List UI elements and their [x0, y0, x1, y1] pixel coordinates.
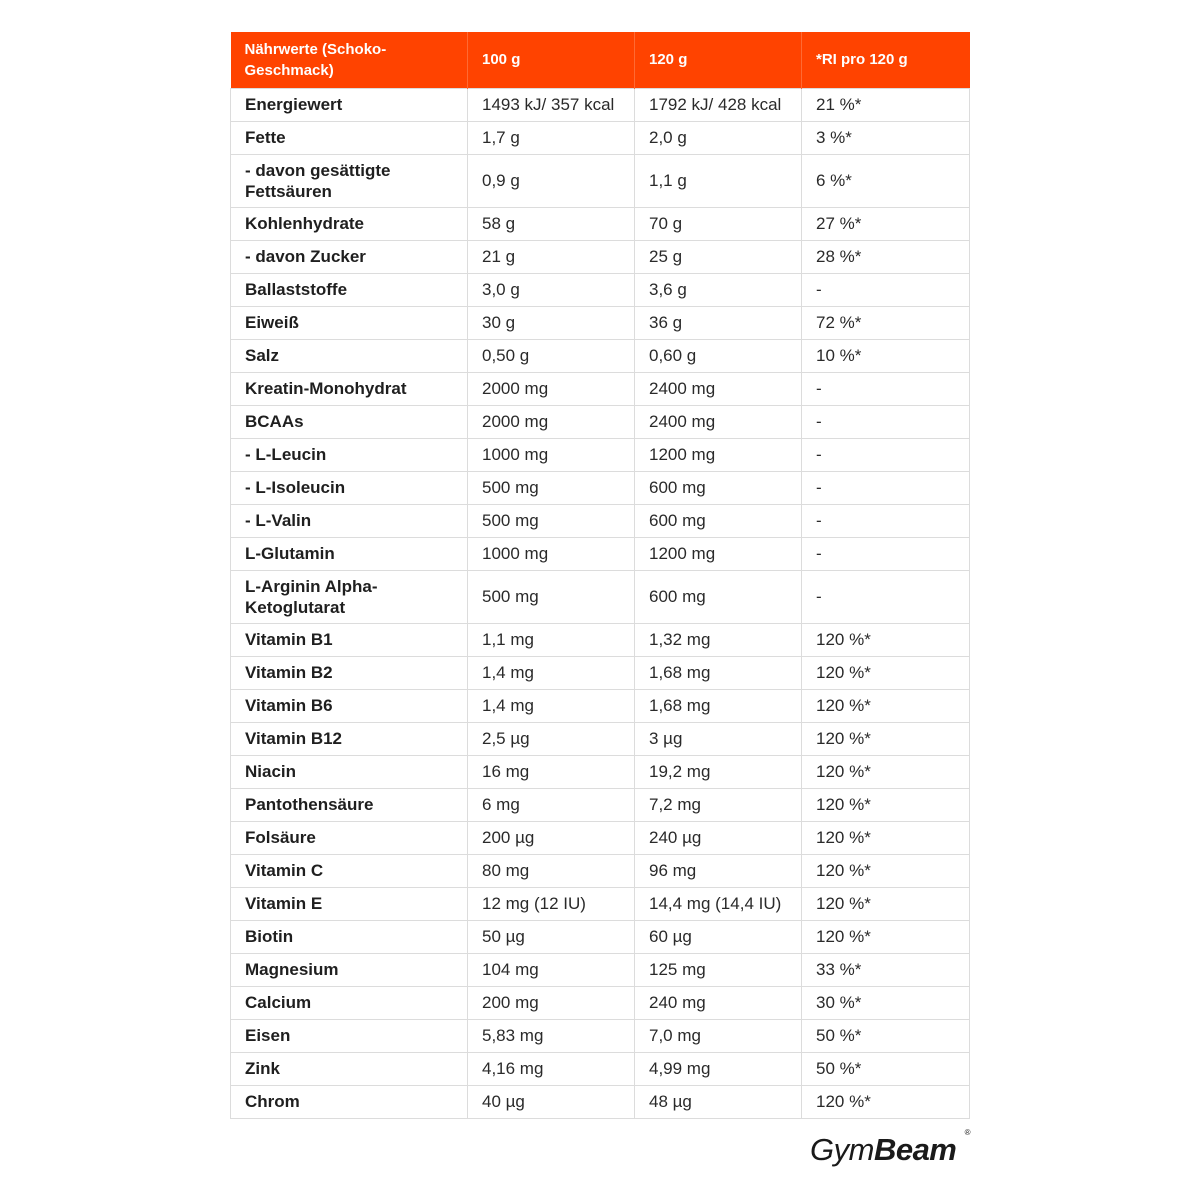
cell-nutrient: - L-Leucin: [231, 438, 468, 471]
cell-per-120g: 1200 mg: [635, 537, 802, 570]
table-row: [231, 1085, 970, 1118]
cell-ri: -: [802, 504, 970, 537]
cell-nutrient: - davon Zucker: [231, 240, 468, 273]
gymbeam-logo: [810, 1130, 970, 1170]
cell-nutrient: Eisen: [231, 1019, 468, 1052]
cell-per-120g: 240 mg: [635, 986, 802, 1019]
cell-per-100g: 500 mg: [468, 471, 635, 504]
cell-nutrient: Folsäure: [231, 821, 468, 854]
cell-per-120g: 600 mg: [635, 471, 802, 504]
cell-ri: 120 %*: [802, 854, 970, 887]
cell-per-100g: 1493 kJ/ 357 kcal: [468, 88, 635, 121]
cell-nutrient: Fette: [231, 121, 468, 154]
table-row: [231, 986, 970, 1019]
cell-per-120g: 1,68 mg: [635, 656, 802, 689]
cell-per-100g: 1000 mg: [468, 438, 635, 471]
cell-per-100g: 200 mg: [468, 986, 635, 1019]
cell-per-120g: 1,32 mg: [635, 623, 802, 656]
table-row: [231, 240, 970, 273]
cell-per-100g: 21 g: [468, 240, 635, 273]
cell-ri: 120 %*: [802, 656, 970, 689]
table-row: [231, 689, 970, 722]
cell-ri: -: [802, 372, 970, 405]
cell-per-120g: 1,1 g: [635, 154, 802, 207]
table-row: [231, 821, 970, 854]
cell-per-120g: 14,4 mg (14,4 IU): [635, 887, 802, 920]
cell-nutrient: Vitamin B2: [231, 656, 468, 689]
cell-nutrient: Pantothensäure: [231, 788, 468, 821]
table-row: [231, 121, 970, 154]
cell-per-100g: 4,16 mg: [468, 1052, 635, 1085]
cell-nutrient: - davon gesättigte Fettsäuren: [231, 154, 468, 207]
cell-nutrient: L-Glutamin: [231, 537, 468, 570]
cell-ri: 120 %*: [802, 755, 970, 788]
cell-per-100g: 2,5 µg: [468, 722, 635, 755]
cell-ri: -: [802, 471, 970, 504]
cell-per-100g: 6 mg: [468, 788, 635, 821]
table-row: [231, 722, 970, 755]
cell-per-100g: 30 g: [468, 306, 635, 339]
cell-per-100g: 0,9 g: [468, 154, 635, 207]
table-row: [231, 504, 970, 537]
registered-mark: ®: [964, 1128, 970, 1137]
cell-nutrient: Salz: [231, 339, 468, 372]
cell-ri: 30 %*: [802, 986, 970, 1019]
cell-ri: 50 %*: [802, 1019, 970, 1052]
cell-per-120g: 96 mg: [635, 854, 802, 887]
cell-per-120g: 25 g: [635, 240, 802, 273]
header-per-100g: 100 g: [468, 32, 635, 88]
table-row: [231, 656, 970, 689]
cell-nutrient: Vitamin C: [231, 854, 468, 887]
cell-nutrient: Vitamin B6: [231, 689, 468, 722]
table-row: [231, 887, 970, 920]
cell-per-100g: 5,83 mg: [468, 1019, 635, 1052]
cell-per-100g: 16 mg: [468, 755, 635, 788]
cell-ri: 10 %*: [802, 339, 970, 372]
cell-per-120g: 1200 mg: [635, 438, 802, 471]
table-row: [231, 953, 970, 986]
cell-nutrient: Kohlenhydrate: [231, 207, 468, 240]
table-row: [231, 372, 970, 405]
cell-ri: 50 %*: [802, 1052, 970, 1085]
table-row: [231, 623, 970, 656]
cell-per-120g: 0,60 g: [635, 339, 802, 372]
cell-per-120g: 2,0 g: [635, 121, 802, 154]
cell-per-100g: 40 µg: [468, 1085, 635, 1118]
cell-per-100g: 50 µg: [468, 920, 635, 953]
table-row: [231, 1052, 970, 1085]
cell-ri: 120 %*: [802, 887, 970, 920]
table-row: [231, 920, 970, 953]
table-row: [231, 339, 970, 372]
cell-nutrient: Chrom: [231, 1085, 468, 1118]
header-nutrient: Nährwerte (Schoko-Geschmack): [231, 32, 468, 88]
cell-per-120g: 240 µg: [635, 821, 802, 854]
cell-per-120g: 7,2 mg: [635, 788, 802, 821]
logo-text-beam: Beam: [873, 1132, 957, 1167]
cell-per-100g: 1,4 mg: [468, 689, 635, 722]
cell-ri: 3 %*: [802, 121, 970, 154]
cell-per-120g: 48 µg: [635, 1085, 802, 1118]
cell-nutrient: Vitamin B1: [231, 623, 468, 656]
table-row: [231, 306, 970, 339]
cell-ri: -: [802, 438, 970, 471]
table-row: [231, 88, 970, 121]
table-row: [231, 755, 970, 788]
cell-nutrient: - L-Isoleucin: [231, 471, 468, 504]
cell-nutrient: Niacin: [231, 755, 468, 788]
cell-per-100g: 200 µg: [468, 821, 635, 854]
cell-per-120g: 7,0 mg: [635, 1019, 802, 1052]
cell-nutrient: Magnesium: [231, 953, 468, 986]
cell-ri: 120 %*: [802, 1085, 970, 1118]
table-row: [231, 788, 970, 821]
cell-per-100g: 500 mg: [468, 570, 635, 623]
cell-ri: 120 %*: [802, 920, 970, 953]
cell-per-120g: 36 g: [635, 306, 802, 339]
table-body: [231, 88, 970, 1118]
cell-per-120g: 60 µg: [635, 920, 802, 953]
table-row: [231, 154, 970, 207]
cell-ri: -: [802, 273, 970, 306]
cell-per-120g: 70 g: [635, 207, 802, 240]
cell-ri: 120 %*: [802, 821, 970, 854]
table-row: [231, 537, 970, 570]
cell-nutrient: Kreatin-Monohydrat: [231, 372, 468, 405]
cell-nutrient: Vitamin B12: [231, 722, 468, 755]
cell-per-120g: 2400 mg: [635, 372, 802, 405]
cell-nutrient: Biotin: [231, 920, 468, 953]
cell-per-100g: 0,50 g: [468, 339, 635, 372]
cell-nutrient: Energiewert: [231, 88, 468, 121]
cell-per-120g: 1,68 mg: [635, 689, 802, 722]
cell-ri: 120 %*: [802, 788, 970, 821]
cell-per-120g: 3 µg: [635, 722, 802, 755]
cell-nutrient: Zink: [231, 1052, 468, 1085]
cell-nutrient: Vitamin E: [231, 887, 468, 920]
cell-ri: -: [802, 537, 970, 570]
cell-per-100g: 80 mg: [468, 854, 635, 887]
cell-per-120g: 600 mg: [635, 504, 802, 537]
cell-nutrient: Calcium: [231, 986, 468, 1019]
header-ri: *RI pro 120 g: [802, 32, 970, 88]
cell-per-100g: 2000 mg: [468, 405, 635, 438]
logo-text-gym: Gym: [810, 1132, 874, 1167]
table-row: [231, 1019, 970, 1052]
table-row: [231, 438, 970, 471]
cell-ri: 6 %*: [802, 154, 970, 207]
cell-per-100g: 2000 mg: [468, 372, 635, 405]
cell-ri: -: [802, 405, 970, 438]
table-row: [231, 854, 970, 887]
cell-per-120g: 2400 mg: [635, 405, 802, 438]
cell-per-120g: 4,99 mg: [635, 1052, 802, 1085]
cell-ri: 21 %*: [802, 88, 970, 121]
cell-nutrient: Eiweiß: [231, 306, 468, 339]
table-row: [231, 273, 970, 306]
table-row: [231, 570, 970, 623]
cell-per-100g: 1000 mg: [468, 537, 635, 570]
cell-nutrient: BCAAs: [231, 405, 468, 438]
cell-ri: 27 %*: [802, 207, 970, 240]
cell-per-120g: 600 mg: [635, 570, 802, 623]
cell-ri: -: [802, 570, 970, 623]
cell-per-120g: 1792 kJ/ 428 kcal: [635, 88, 802, 121]
cell-ri: 120 %*: [802, 722, 970, 755]
header-per-120g: 120 g: [635, 32, 802, 88]
cell-ri: 120 %*: [802, 689, 970, 722]
table-row: [231, 471, 970, 504]
cell-per-100g: 3,0 g: [468, 273, 635, 306]
nutrition-table: [230, 32, 970, 1119]
table-header-row: [231, 32, 970, 88]
cell-nutrient: - L-Valin: [231, 504, 468, 537]
cell-per-100g: 1,1 mg: [468, 623, 635, 656]
cell-per-120g: 125 mg: [635, 953, 802, 986]
cell-ri: 28 %*: [802, 240, 970, 273]
cell-per-100g: 1,7 g: [468, 121, 635, 154]
cell-ri: 72 %*: [802, 306, 970, 339]
cell-per-120g: 19,2 mg: [635, 755, 802, 788]
cell-nutrient: Ballaststoffe: [231, 273, 468, 306]
cell-ri: 33 %*: [802, 953, 970, 986]
cell-per-100g: 12 mg (12 IU): [468, 887, 635, 920]
cell-per-100g: 1,4 mg: [468, 656, 635, 689]
cell-per-100g: 58 g: [468, 207, 635, 240]
cell-per-100g: 104 mg: [468, 953, 635, 986]
cell-nutrient: L-Arginin Alpha-Ketoglutarat: [231, 570, 468, 623]
cell-per-120g: 3,6 g: [635, 273, 802, 306]
table-row: [231, 405, 970, 438]
table-row: [231, 207, 970, 240]
nutrition-table-container: [230, 32, 969, 1119]
cell-ri: 120 %*: [802, 623, 970, 656]
cell-per-100g: 500 mg: [468, 504, 635, 537]
